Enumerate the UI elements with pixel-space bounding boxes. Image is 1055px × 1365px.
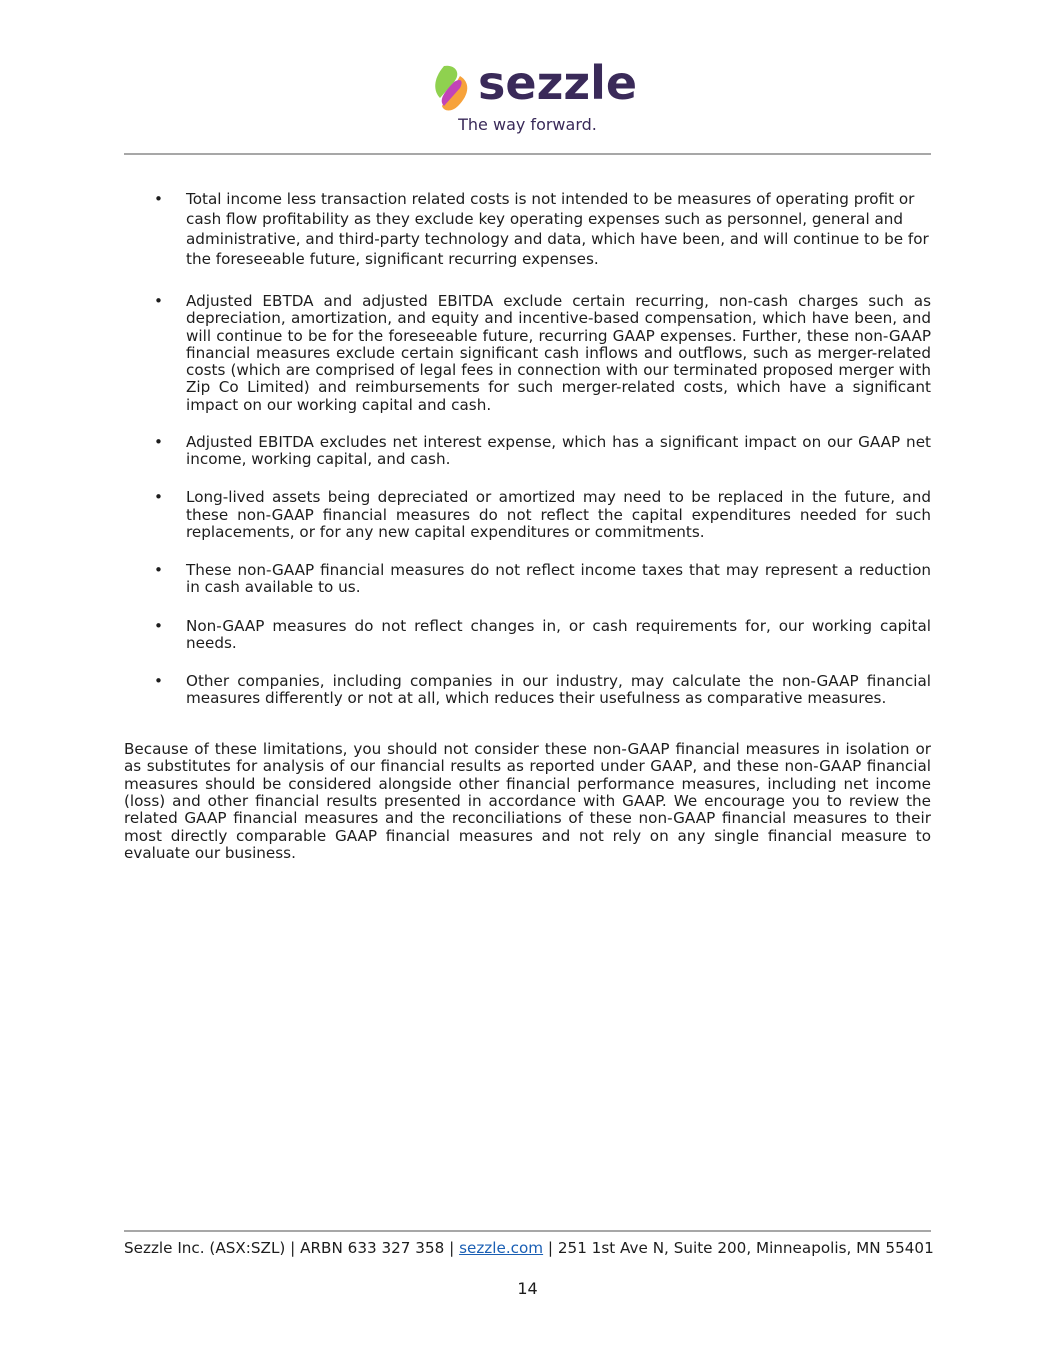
list-item-text: Other companies, including companies in our industry, may calculate the non-GAAP financial measures differently or not at all, which reduces their usefulness as comparative measures. — [186, 671, 931, 708]
page-number: 14 — [517, 1279, 538, 1298]
tagline: The way forward. — [458, 115, 597, 134]
page-footer — [124, 1239, 934, 1257]
logo-wordmark: sezzle — [478, 56, 638, 110]
list-item-text: Long-lived assets being depreciated or amortized may need to be replaced in the future, and these non-GAAP financial measures do not reflect the capital expenditures needed for such replacements, or for any new capital expenditures or commitments. — [186, 488, 931, 541]
list-item — [124, 293, 931, 414]
footer-divider — [124, 1230, 931, 1232]
list-item-text: Total income less transaction related costs is not intended to be measures of operating profit or cash flow profitability as they exclude key operating expenses such as personnel, general and administrative, and third-party technology and data, which have been, and will continue to be for the foreseeable future, significant recurring expenses. — [186, 190, 929, 268]
bullet-dot: • — [154, 190, 163, 208]
bullet-dot: • — [154, 292, 163, 310]
page-header — [0, 0, 1055, 160]
footer-address: | 251 1st Ave N, Suite 200, Minneapolis, MN 55401 — [543, 1239, 934, 1257]
sezzle-logo-icon — [430, 62, 474, 114]
list-item-text: Adjusted EBTDA and adjusted EBITDA exclude certain recurring, non-cash charges such as depreciation, amortization, and equity and incentive-based compensation, which have been, and will continue to be for the foreseeable future, recurring GAAP expenses. Further, these non-GAAP financial measures exclude certain significant cash inflows and outflows, such as merger-related costs (which are comprised of legal fees in connection with our terminated proposed merger with Zip Co Limited) and reimbursements for such merger-related costs, which have a significant impact on our working capital and cash. — [186, 292, 931, 414]
bullet-dot: • — [154, 671, 163, 690]
limitations-list — [124, 189, 931, 707]
list-item — [124, 562, 931, 596]
bullet-dot: • — [154, 561, 163, 580]
list-item — [124, 489, 931, 541]
footer-company: Sezzle Inc. (ASX:SZL) | ARBN 633 327 358 | — [124, 1239, 460, 1257]
bullet-dot: • — [154, 433, 163, 452]
list-item — [124, 434, 931, 468]
header-divider — [124, 153, 931, 155]
list-item — [124, 673, 931, 707]
bullet-dot: • — [154, 488, 163, 507]
list-item — [124, 189, 931, 269]
bullet-dot: • — [154, 616, 163, 635]
limitations-paragraph: Because of these limitations, you should not consider these non-GAAP financial measures in isolation or as substitutes for analysis of our financial results as reported under GAAP, and these non-GAAP financial measures should be considered alongside other financial performance measures, including net income (loss) and other financial results presented in accordance with GAAP. We encourage you to review the related GAAP financial measures and the reconciliations of these non-GAAP financial measures to their most directly comparable GAAP financial measures and not rely on any single financial measure to evaluate our business. — [124, 740, 931, 862]
list-item-text: Adjusted EBITDA excludes net interest expense, which has a significant impact on our GAAP net income, working capital, and cash. — [186, 433, 931, 469]
list-item — [124, 618, 931, 652]
list-item-text: Non-GAAP measures do not reflect changes in, or cash requirements for, our working capital needs. — [186, 616, 931, 652]
website-link[interactable]: sezzle.com — [459, 1239, 544, 1257]
list-item-text: These non-GAAP financial measures do not reflect income taxes that may represent a reduction in cash available to us. — [186, 561, 931, 597]
sezzle-logo — [430, 56, 638, 116]
